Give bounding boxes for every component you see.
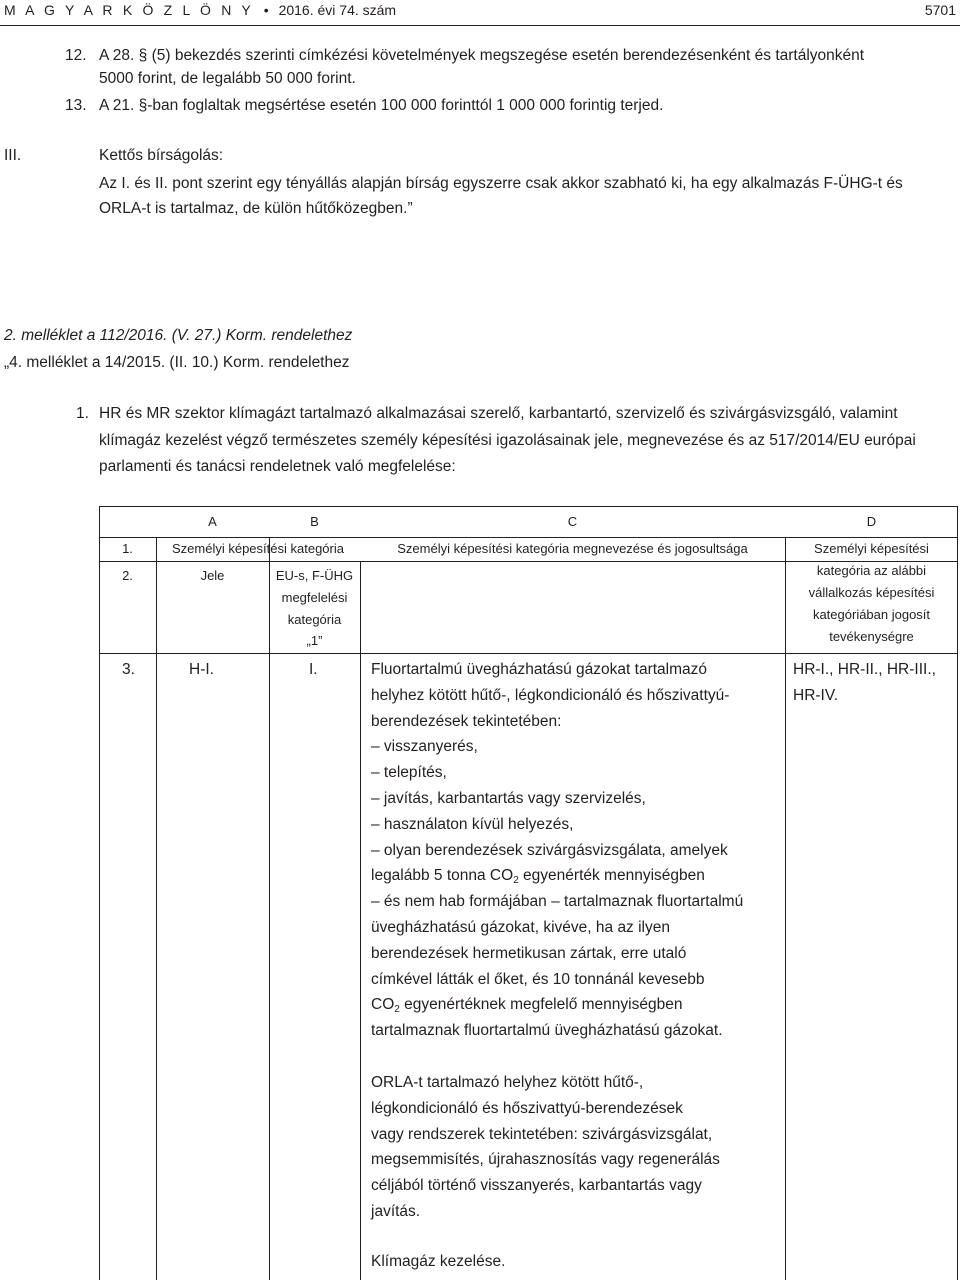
row3-c-co2-tail: egyenérték mennyiségben <box>518 867 705 885</box>
table-col-divider-1 <box>156 537 157 1280</box>
row3-c-co2-text: CO <box>371 996 395 1014</box>
row3-col-a: H-I. <box>189 661 214 678</box>
row1-col-a: Személyi képesítési kategória <box>172 541 344 556</box>
table-rule-row2 <box>99 653 958 654</box>
row3-col-b: I. <box>309 661 318 678</box>
journal-header <box>4 2 396 18</box>
section-roman-numeral: III. <box>4 147 22 164</box>
row3-c-co2-line <box>371 863 743 889</box>
point-1-text-line3: parlamenti és tanácsi rendeletnek való megfelelése: <box>99 458 456 475</box>
row3-c-dash-item: – visszanyerés, <box>371 738 478 756</box>
item-12-text-line1: A 28. § (5) bekezdés szerinti címkézési követelmények megszegése esetén berendezésenként és tartályonként <box>99 47 865 64</box>
row2-number: 2. <box>122 568 133 583</box>
row1-col-d-line1: Személyi képesítési <box>814 541 929 556</box>
section-text-line1: Az I. és II. pont szerint egy tényállás alapján bírság egyszerre csak akkor szabható ki, ha egy alkalmazás F-ÜHG-t és <box>99 175 903 192</box>
item-13-text: A 21. §-ban foglaltak megsértése esetén 100 000 forinttól 1 000 000 forintig terjed. <box>99 97 664 114</box>
row1-number: 1. <box>122 541 133 556</box>
row3-c-line: címkével látták el őket, és 10 tonnánál kevesebb <box>371 970 705 988</box>
col-letter-b: B <box>310 514 319 529</box>
row3-c-line: – és nem hab formájában – tartalmaznak fluortartalmú <box>371 893 744 911</box>
point-1-number: 1. <box>76 405 89 422</box>
row3-c-co2-text: legalább 5 tonna CO <box>371 867 514 885</box>
col-letter-d: D <box>866 514 877 529</box>
row2-col-b-line4: „1” <box>306 633 323 648</box>
row3-col-d <box>793 657 936 709</box>
row3-c-dash-item: – telepítés, <box>371 764 447 782</box>
row3-col-c-block3: Klímagáz kezelése. <box>371 1253 506 1270</box>
row3-c-line: helyhez kötött hűtő-, légkondicionáló és hőszivattyú- <box>371 686 730 704</box>
row3-c-line: Fluortartalmú üvegházhatású gázokat tartalmazó <box>371 661 708 678</box>
section-title: Kettős bírságolás: <box>99 147 224 164</box>
row2-col-b-line1: EU-s, F-ÜHG <box>275 568 354 583</box>
row3-c-co2-line <box>371 992 743 1018</box>
row3-c2-line: légkondicionáló és hőszivattyú-berendezések <box>371 1099 683 1117</box>
row1-col-c: Személyi képesítési kategória megnevezése és jogosultsága <box>397 541 748 556</box>
row3-c-dash-item: – olyan berendezések szivárgásvizsgálata, amelyek <box>371 841 728 859</box>
col-letter-c: C <box>567 514 578 529</box>
row1-col-d-line5: tevékenységre <box>829 629 914 644</box>
row1-col-d-line4: kategóriában jogosít <box>812 607 931 622</box>
row3-d-line1: HR-I., HR-II., HR-III., <box>793 661 936 678</box>
row3-c-line: tartalmaznak fluortartalmú üvegházhatású gázokat. <box>371 1022 723 1040</box>
item-12-number: 12. <box>65 47 87 64</box>
item-12-text-line2: 5000 forint, de legalább 50 000 forint. <box>99 70 356 87</box>
annex-title: 2. melléklet a 112/2016. (V. 27.) Korm. rendelethez <box>4 327 353 344</box>
point-1-text-line2: klímagáz kezelést végző természetes személy képesítési igazolásainak jele, megnevezése és az 517/2014/EU európai <box>99 432 916 449</box>
running-header <box>0 0 960 26</box>
col-letter-a: A <box>208 514 217 529</box>
journal-name: M A G Y A R K Ö Z L Ö N Y <box>4 2 254 18</box>
row3-c-dash-item: – javítás, karbantartás vagy szervizelés, <box>371 789 646 807</box>
row3-d-line2: HR-IV. <box>793 686 839 704</box>
row3-c-line: berendezések tekintetében: <box>371 712 562 730</box>
row3-col-c-block2 <box>371 1070 720 1225</box>
row3-c2-line: javítás. <box>371 1202 421 1220</box>
table-col-divider-4 <box>785 537 786 1280</box>
table-col-divider-3 <box>360 561 361 1280</box>
row3-c-dash-item: – használaton kívül helyezés, <box>371 815 574 833</box>
header-bullet: • <box>263 2 269 18</box>
row2-col-a: Jele <box>200 568 225 583</box>
row3-c-co2-tail: egyenértéknek megfelelő mennyiségben <box>399 996 683 1014</box>
row3-c-line: üvegházhatású gázokat, kivéve, ha az ilyen <box>371 918 670 936</box>
co2-subscript: 2 <box>513 875 519 887</box>
row2-col-b-line3: kategória <box>287 612 342 627</box>
row3-c-line: berendezések hermetikusan zártak, erre utaló <box>371 944 687 962</box>
page-number: 5701 <box>924 2 956 18</box>
row3-c2-line: ORLA-t tartalmazó helyhez kötött hűtő-, <box>371 1074 644 1091</box>
row1-col-d-line3: vállalkozás képesítési <box>808 585 935 600</box>
row3-c2-line: megsemmisítés, újrahasznosítás vagy regenerálás <box>371 1151 720 1169</box>
point-1-text-line1: HR és MR szektor klímagázt tartalmazó alkalmazásai szerelő, karbantartó, szervizelő és szivárgásvizsgáló, valamint <box>99 405 898 422</box>
issue-label: 2016. évi 74. szám <box>278 2 397 18</box>
row3-c2-line: vagy rendszerek tekintetében: szivárgásvizsgálat, <box>371 1125 713 1143</box>
header-rule <box>0 25 960 26</box>
section-text-line2: ORLA-t is tartalmaz, de külön hűtőközegben.” <box>99 200 413 217</box>
row3-col-c-block1 <box>371 657 743 1044</box>
row3-c2-line: céljából történő visszanyerés, karbantartás vagy <box>371 1177 702 1195</box>
co2-subscript: 2 <box>394 1004 400 1016</box>
row3-number: 3. <box>122 661 135 678</box>
row1-col-d-line2: kategória az alábbi <box>816 563 927 578</box>
item-13-number: 13. <box>65 97 87 114</box>
annex-subtitle: „4. melléklet a 14/2015. (II. 10.) Korm. rendelethez <box>4 354 350 371</box>
row2-col-b-line2: megfelelési <box>281 590 348 605</box>
